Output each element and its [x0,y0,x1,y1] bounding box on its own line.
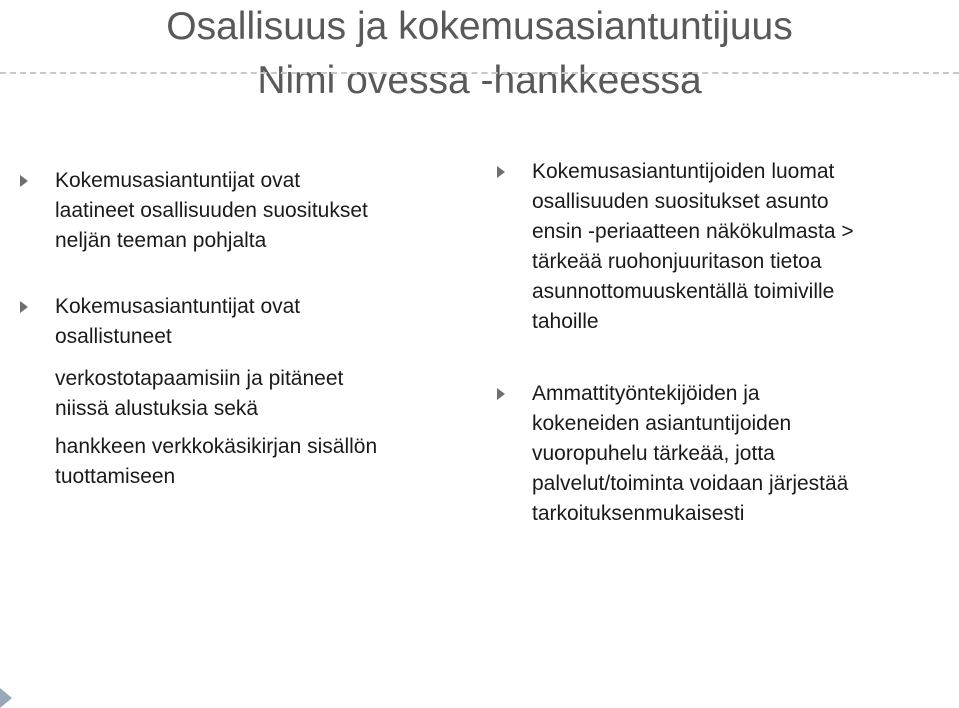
left-paragraph-2 [20,432,470,492]
corner-arrow-icon [0,688,12,708]
text-line: tuottamiseen [55,465,176,488]
text-line: neljän teeman pohjalta [55,229,267,252]
triangle-bullet-icon [497,388,505,400]
text-line: Ammattityöntekijöiden ja [532,382,760,405]
text-line: laatineet osallisuuden suositukset [55,199,368,222]
slide-title [0,0,959,108]
triangle-bullet-icon [497,166,505,178]
text-line: vuoropuhelu tärkeää, jotta [532,442,775,465]
slide-title-line-1: Osallisuus ja kokemusasiantuntijuus [166,5,793,48]
text-line: tarkoituksenmukaisesti [532,502,745,525]
triangle-bullet-icon [20,175,28,187]
left-bullet-1-text [55,166,470,256]
text-line: hankkeen verkkokäsikirjan sisällön [55,435,378,458]
right-bullet-1-text [532,157,947,337]
text-line: osallistuneet [55,325,172,348]
right-column [497,157,947,529]
title-divider [0,72,959,74]
right-bullet-1 [497,157,947,337]
text-line: Kokemusasiantuntijoiden luomat [532,160,835,183]
text-line: Kokemusasiantuntijat ovat [55,169,301,192]
right-bullet-2 [497,379,947,529]
text-line: kokeneiden asiantuntijoiden [532,412,792,435]
right-bullet-2-text [532,379,947,529]
left-bullet-2-text [55,292,470,352]
left-column [20,166,470,492]
triangle-bullet-icon [20,301,28,313]
left-bullet-2 [20,292,470,352]
left-bullet-1 [20,166,470,256]
text-line: Kokemusasiantuntijat ovat [55,295,301,318]
text-line: tahoille [532,310,599,333]
slide-title-line-2: Nimi ovessa -hankkeessa [257,59,702,102]
text-line: verkostotapaamisiin ja pitäneet [55,367,344,390]
text-line: tärkeää ruohonjuuritason tietoa [532,250,822,273]
text-line: palvelut/toiminta voidaan järjestää [532,472,849,495]
text-line: osallisuuden suositukset asunto [532,190,829,213]
text-line: niissä alustuksia sekä [55,397,259,420]
left-paragraph-1 [20,364,470,424]
text-line: asunnottomuuskentällä toimiville [532,280,835,303]
text-line: ensin -periaatteen näkökulmasta > [532,220,854,243]
